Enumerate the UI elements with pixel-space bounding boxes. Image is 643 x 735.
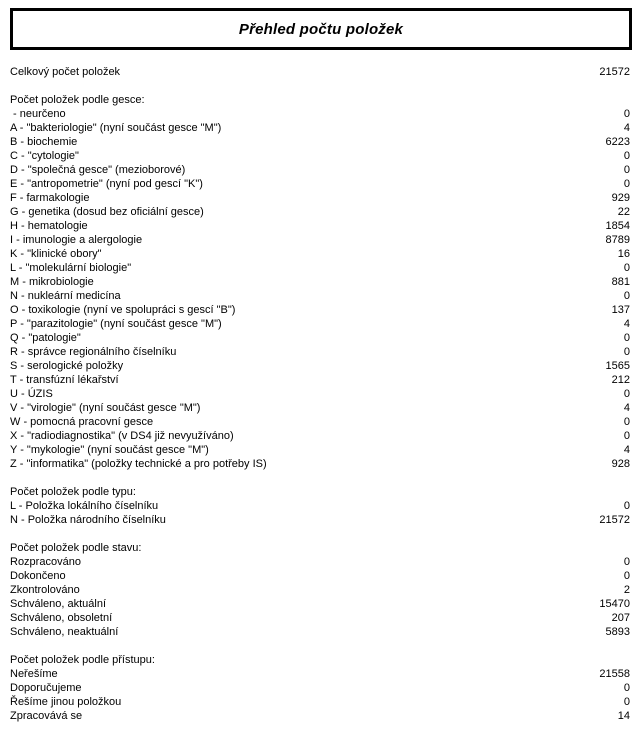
row-label: Y - "mykologie" (nyní součást gesce "M") — [10, 444, 209, 456]
section-heading: Počet položek podle gesce: — [10, 94, 145, 106]
row-value: 22 — [617, 206, 630, 218]
report-row — [10, 275, 630, 289]
report-row — [10, 415, 630, 429]
report-row — [10, 681, 630, 695]
report-row — [10, 429, 630, 443]
row-label: Schváleno, neaktuální — [10, 626, 119, 638]
row-label: O - toxikologie (nyní ve spolupráci s gescí "B") — [10, 304, 236, 316]
row-label: F - farmakologie — [10, 192, 90, 204]
row-label: T - transfúzní lékařství — [10, 374, 119, 386]
report-row — [10, 625, 630, 639]
row-value: 0 — [623, 290, 630, 302]
row-label: X - "radiodiagnostika" (v DS4 již nevyužíváno) — [10, 430, 234, 442]
section-heading: Počet položek podle stavu: — [10, 542, 142, 554]
row-value: 0 — [623, 164, 630, 176]
report-title: Přehled počtu položek — [238, 20, 404, 38]
row-label: I - imunologie a alergologie — [10, 234, 143, 246]
row-label: P - "parazitologie" (nyní součást gesce "M") — [10, 318, 222, 330]
row-value: 0 — [623, 332, 630, 344]
report-row — [10, 261, 630, 275]
report-row — [10, 135, 630, 149]
row-label: L - "molekulární biologie" — [10, 262, 132, 274]
row-label: - neurčeno — [10, 108, 66, 120]
row-value: 2 — [623, 584, 630, 596]
row-label: E - "antropometrie" (nyní pod gescí "K") — [10, 178, 203, 190]
row-value: 4 — [623, 444, 630, 456]
row-label: W - pomocná pracovní gesce — [10, 416, 154, 428]
row-value: 16 — [617, 248, 630, 260]
row-value: 0 — [623, 346, 630, 358]
report-row — [10, 667, 630, 681]
row-value: 0 — [623, 430, 630, 442]
report-row — [10, 331, 630, 345]
row-value: 0 — [623, 108, 630, 120]
row-value: 0 — [623, 262, 630, 274]
report-row — [10, 695, 630, 709]
row-value: 0 — [623, 696, 630, 708]
row-label: L - Položka lokálního číselníku — [10, 500, 159, 512]
report-row — [10, 219, 630, 233]
row-label: B - biochemie — [10, 136, 78, 148]
report-row — [10, 513, 630, 527]
row-value: 21572 — [599, 514, 630, 526]
row-value: 4 — [623, 318, 630, 330]
row-label: D - "společná gesce" (mezioborové) — [10, 164, 186, 176]
row-value: 1565 — [605, 360, 630, 372]
row-value: 0 — [623, 570, 630, 582]
report-row — [10, 121, 630, 135]
row-label: Schváleno, aktuální — [10, 598, 107, 610]
row-value: 137 — [611, 304, 630, 316]
row-label: N - nukleární medicína — [10, 290, 121, 302]
row-label: Q - "patologie" — [10, 332, 81, 344]
report-row — [10, 177, 630, 191]
row-value: 5893 — [605, 626, 630, 638]
report-row — [10, 205, 630, 219]
report-row — [10, 247, 630, 261]
row-label: Řešíme jinou položkou — [10, 696, 122, 708]
row-label: Dokončeno — [10, 570, 66, 582]
row-value: 6223 — [605, 136, 630, 148]
row-label: Zkontrolováno — [10, 584, 80, 596]
row-label: Zpracovává se — [10, 710, 83, 722]
row-label: A - "bakteriologie" (nyní součást gesce "M") — [10, 122, 222, 134]
report-section — [10, 653, 630, 723]
row-value: 15470 — [599, 598, 630, 610]
row-value: 0 — [623, 556, 630, 568]
row-value: 212 — [611, 374, 630, 386]
report-row — [10, 359, 630, 373]
row-label: U - ÚZIS — [10, 388, 53, 400]
row-label: M - mikrobiologie — [10, 276, 94, 288]
row-label: H - hematologie — [10, 220, 88, 232]
report-row — [10, 457, 630, 471]
report-body — [10, 65, 630, 723]
report-row — [10, 163, 630, 177]
report-section — [10, 485, 630, 527]
report-row — [10, 289, 630, 303]
report-row — [10, 597, 630, 611]
row-value: 4 — [623, 122, 630, 134]
report-row — [10, 107, 630, 121]
row-value: 1854 — [605, 220, 630, 232]
row-value: 0 — [623, 682, 630, 694]
row-value: 0 — [623, 150, 630, 162]
total-value: 21572 — [599, 66, 630, 78]
row-label: Schváleno, obsoletní — [10, 612, 113, 624]
report-row — [10, 569, 630, 583]
report-row — [10, 401, 630, 415]
row-label: Rozpracováno — [10, 556, 81, 568]
report-row — [10, 233, 630, 247]
report-row — [10, 443, 630, 457]
row-label: N - Položka národního číselníku — [10, 514, 166, 526]
row-label: K - "klinické obory" — [10, 248, 102, 260]
sections — [10, 93, 630, 723]
row-value: 0 — [623, 500, 630, 512]
report-page — [0, 8, 643, 735]
row-label: C - "cytologie" — [10, 150, 79, 162]
total-row — [10, 65, 630, 79]
report-row — [10, 555, 630, 569]
report-row — [10, 499, 630, 513]
report-row — [10, 345, 630, 359]
row-value: 0 — [623, 416, 630, 428]
report-row — [10, 611, 630, 625]
report-row — [10, 373, 630, 387]
row-label: G - genetika (dosud bez oficiální gesce) — [10, 206, 204, 218]
row-value: 8789 — [605, 234, 630, 246]
row-label: S - serologické položky — [10, 360, 124, 372]
report-row — [10, 149, 630, 163]
total-label: Celkový počet položek — [10, 66, 121, 78]
row-value: 0 — [623, 178, 630, 190]
row-value: 929 — [611, 192, 630, 204]
row-value: 0 — [623, 388, 630, 400]
row-label: Neřešíme — [10, 668, 58, 680]
report-title-box — [10, 8, 632, 50]
report-row — [10, 709, 630, 723]
report-section — [10, 541, 630, 639]
row-value: 881 — [611, 276, 630, 288]
row-value: 4 — [623, 402, 630, 414]
report-section — [10, 93, 630, 471]
report-row — [10, 387, 630, 401]
row-value: 21558 — [599, 668, 630, 680]
row-label: Doporučujeme — [10, 682, 82, 694]
section-heading: Počet položek podle přístupu: — [10, 654, 155, 666]
row-label: V - "virologie" (nyní součást gesce "M") — [10, 402, 201, 414]
section-heading: Počet položek podle typu: — [10, 486, 136, 498]
report-row — [10, 317, 630, 331]
row-label: R - správce regionálního číselníku — [10, 346, 177, 358]
report-row — [10, 583, 630, 597]
report-row — [10, 303, 630, 317]
row-label: Z - "informatika" (položky technické a pro potřeby IS) — [10, 458, 267, 470]
row-value: 928 — [611, 458, 630, 470]
report-row — [10, 191, 630, 205]
row-value: 207 — [611, 612, 630, 624]
row-value: 14 — [617, 710, 630, 722]
